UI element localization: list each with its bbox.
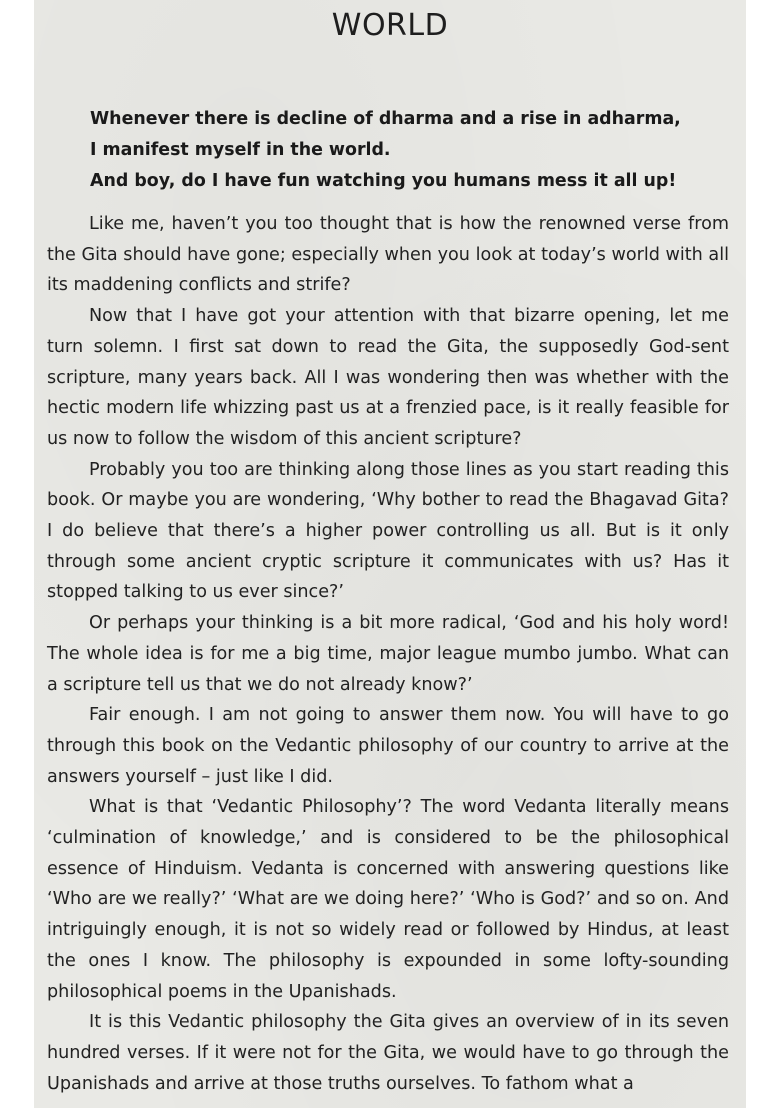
- epigraph-line: I manifest myself in the world.: [90, 140, 391, 160]
- paragraph: Or perhaps your thinking is a bit more radical, ‘God and his holy word! The whole idea is for me a big time, major league mumbo jumbo. What can a scripture tell us that we do not already know?’: [47, 613, 729, 695]
- book-page: [34, 0, 746, 1108]
- epigraph: [90, 104, 730, 197]
- epigraph-line: Whenever there is decline of dharma and a rise in adharma,: [90, 109, 681, 129]
- paragraph: Fair enough. I am not going to answer them now. You will have to go through this book on the Vedantic philosophy of our country to arrive at the answers yourself – just like I did.: [47, 705, 729, 787]
- paragraph: What is that ‘Vedantic Philosophy’? The word Vedanta literally means ‘culmination of knowledge,’ and is considered to be the philosophical essence of Hinduism. Vedanta is concerned with answering questions like ‘Who are we really?’ ‘What are we doing here?’ ‘Who is God?’ and so on. And intriguingly enough, it is not so widely read or followed by Hindus, at least the ones I know. The philosophy is expounded in some lofty-sounding philosophical poems in the Upanishads.: [47, 797, 729, 1002]
- paragraph: Now that I have got your attention with that bizarre opening, let me turn solemn. I first sat down to read the Gita, the supposedly God-sent scripture, many years back. All I was wondering then was whether with the hectic modern life whizzing past us at a frenzied pace, is it really feasible for us now to follow the wisdom of this ancient scripture?: [47, 306, 729, 449]
- paragraph: Like me, haven’t you too thought that is how the renowned verse from the Gita should have gone; especially when you look at today’s world with all its maddening conflicts and strife?: [47, 214, 729, 296]
- epigraph-line: And boy, do I have fun watching you humans mess it all up!: [90, 171, 677, 191]
- chapter-title: WORLD: [331, 8, 449, 43]
- body-text: [47, 209, 729, 1099]
- paragraph: Probably you too are thinking along those lines as you start reading this book. Or maybe you are wondering, ‘Why bother to read the Bhagavad Gita? I do believe that there’s a higher power controlling us all. But is it only through some ancient cryptic scripture it communicates with us? Has it stopped talking to us ever since?’: [47, 459, 729, 603]
- paragraph: It is this Vedantic philosophy the Gita gives an overview of in its seven hundred verses. If it were not for the Gita, we would have to go through the Upanishads and arrive at those truths ourselves. To fathom what a: [47, 1012, 729, 1094]
